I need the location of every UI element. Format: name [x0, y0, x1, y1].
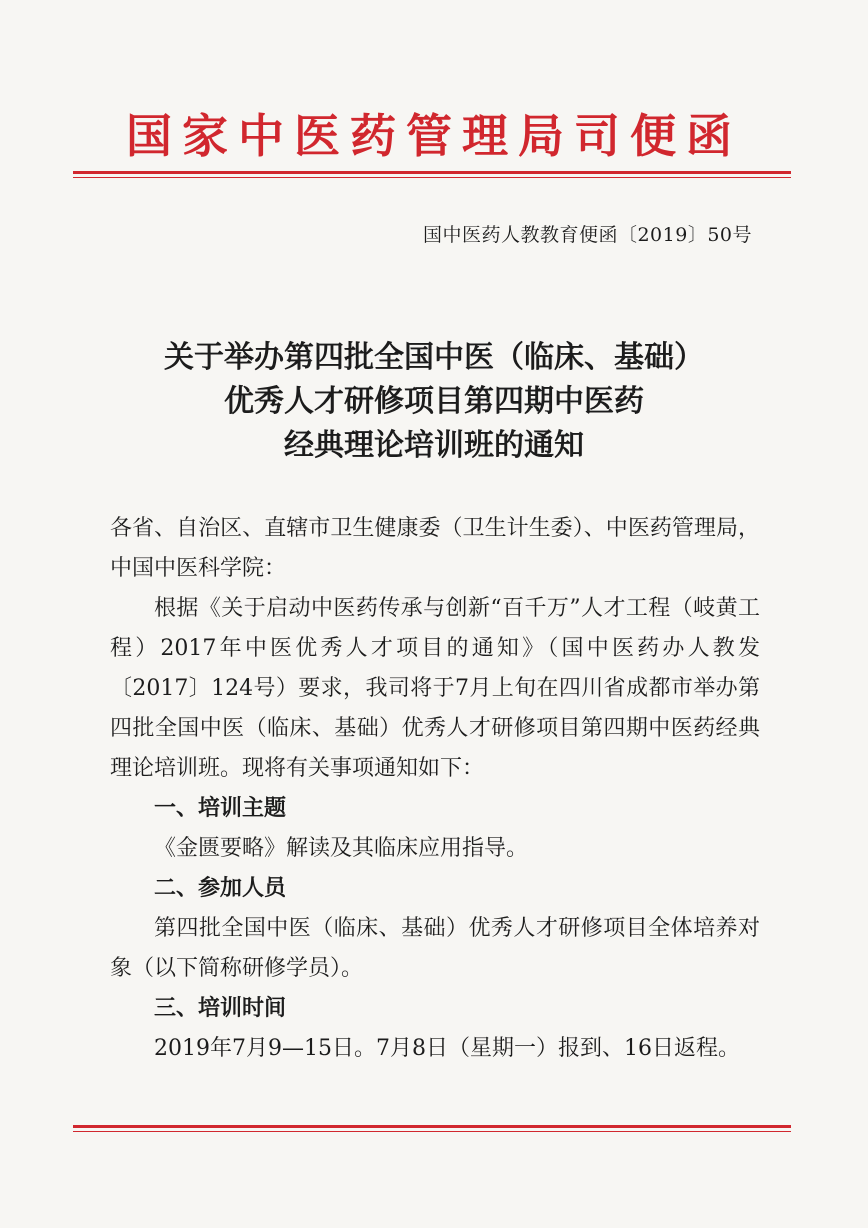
section-2-text: 第四批全国中医（临床、基础）优秀人才研修项目全体培养对象（以下简称研修学员）。	[110, 916, 760, 981]
letterhead-red-rule-thick	[73, 171, 791, 174]
footer-red-rule-thin	[73, 1131, 791, 1132]
title-line-1: 关于举办第四批全国中医（临床、基础）	[164, 340, 704, 375]
intro-paragraph: 根据《关于启动中医药传承与创新“百千万”人才工程（岐黄工程）2017年中医优秀人才项目的通知》（国中医药办人教发〔2017〕124号）要求，我司将于7月上旬在四川省成都市举办第四批全国中医（临床、基础）优秀人才研修项目第四期中医药经典理论培训班。现将有关事项通知如下：	[110, 596, 760, 781]
title-line-3: 经典理论培训班的通知	[284, 428, 584, 463]
document-number: 国中医药人教教育便函〔2019〕50号	[422, 224, 752, 246]
section-1-text: 《金匮要略》解读及其临床应用指导。	[154, 836, 529, 861]
addressee: 各省、自治区、直辖市卫生健康委（卫生计生委）、中医药管理局，中国中医科学院：	[110, 516, 760, 581]
title-line-2: 优秀人才研修项目第四期中医药	[224, 384, 644, 419]
section-3-text: 2019年7月9—15日。7月8日（星期一）报到、16日返程。	[154, 1036, 740, 1061]
section-1-heading: 一、培训主题	[154, 796, 287, 821]
letterhead-red-rule-thin	[73, 177, 791, 178]
notice-body	[110, 509, 760, 1069]
letterhead-title: 国家中医药管理局司便函	[126, 109, 742, 163]
notice-title	[0, 336, 868, 468]
section-3-heading: 三、培训时间	[154, 996, 287, 1021]
footer-red-rule-thick	[73, 1125, 791, 1128]
section-2-heading: 二、参加人员	[154, 876, 287, 901]
